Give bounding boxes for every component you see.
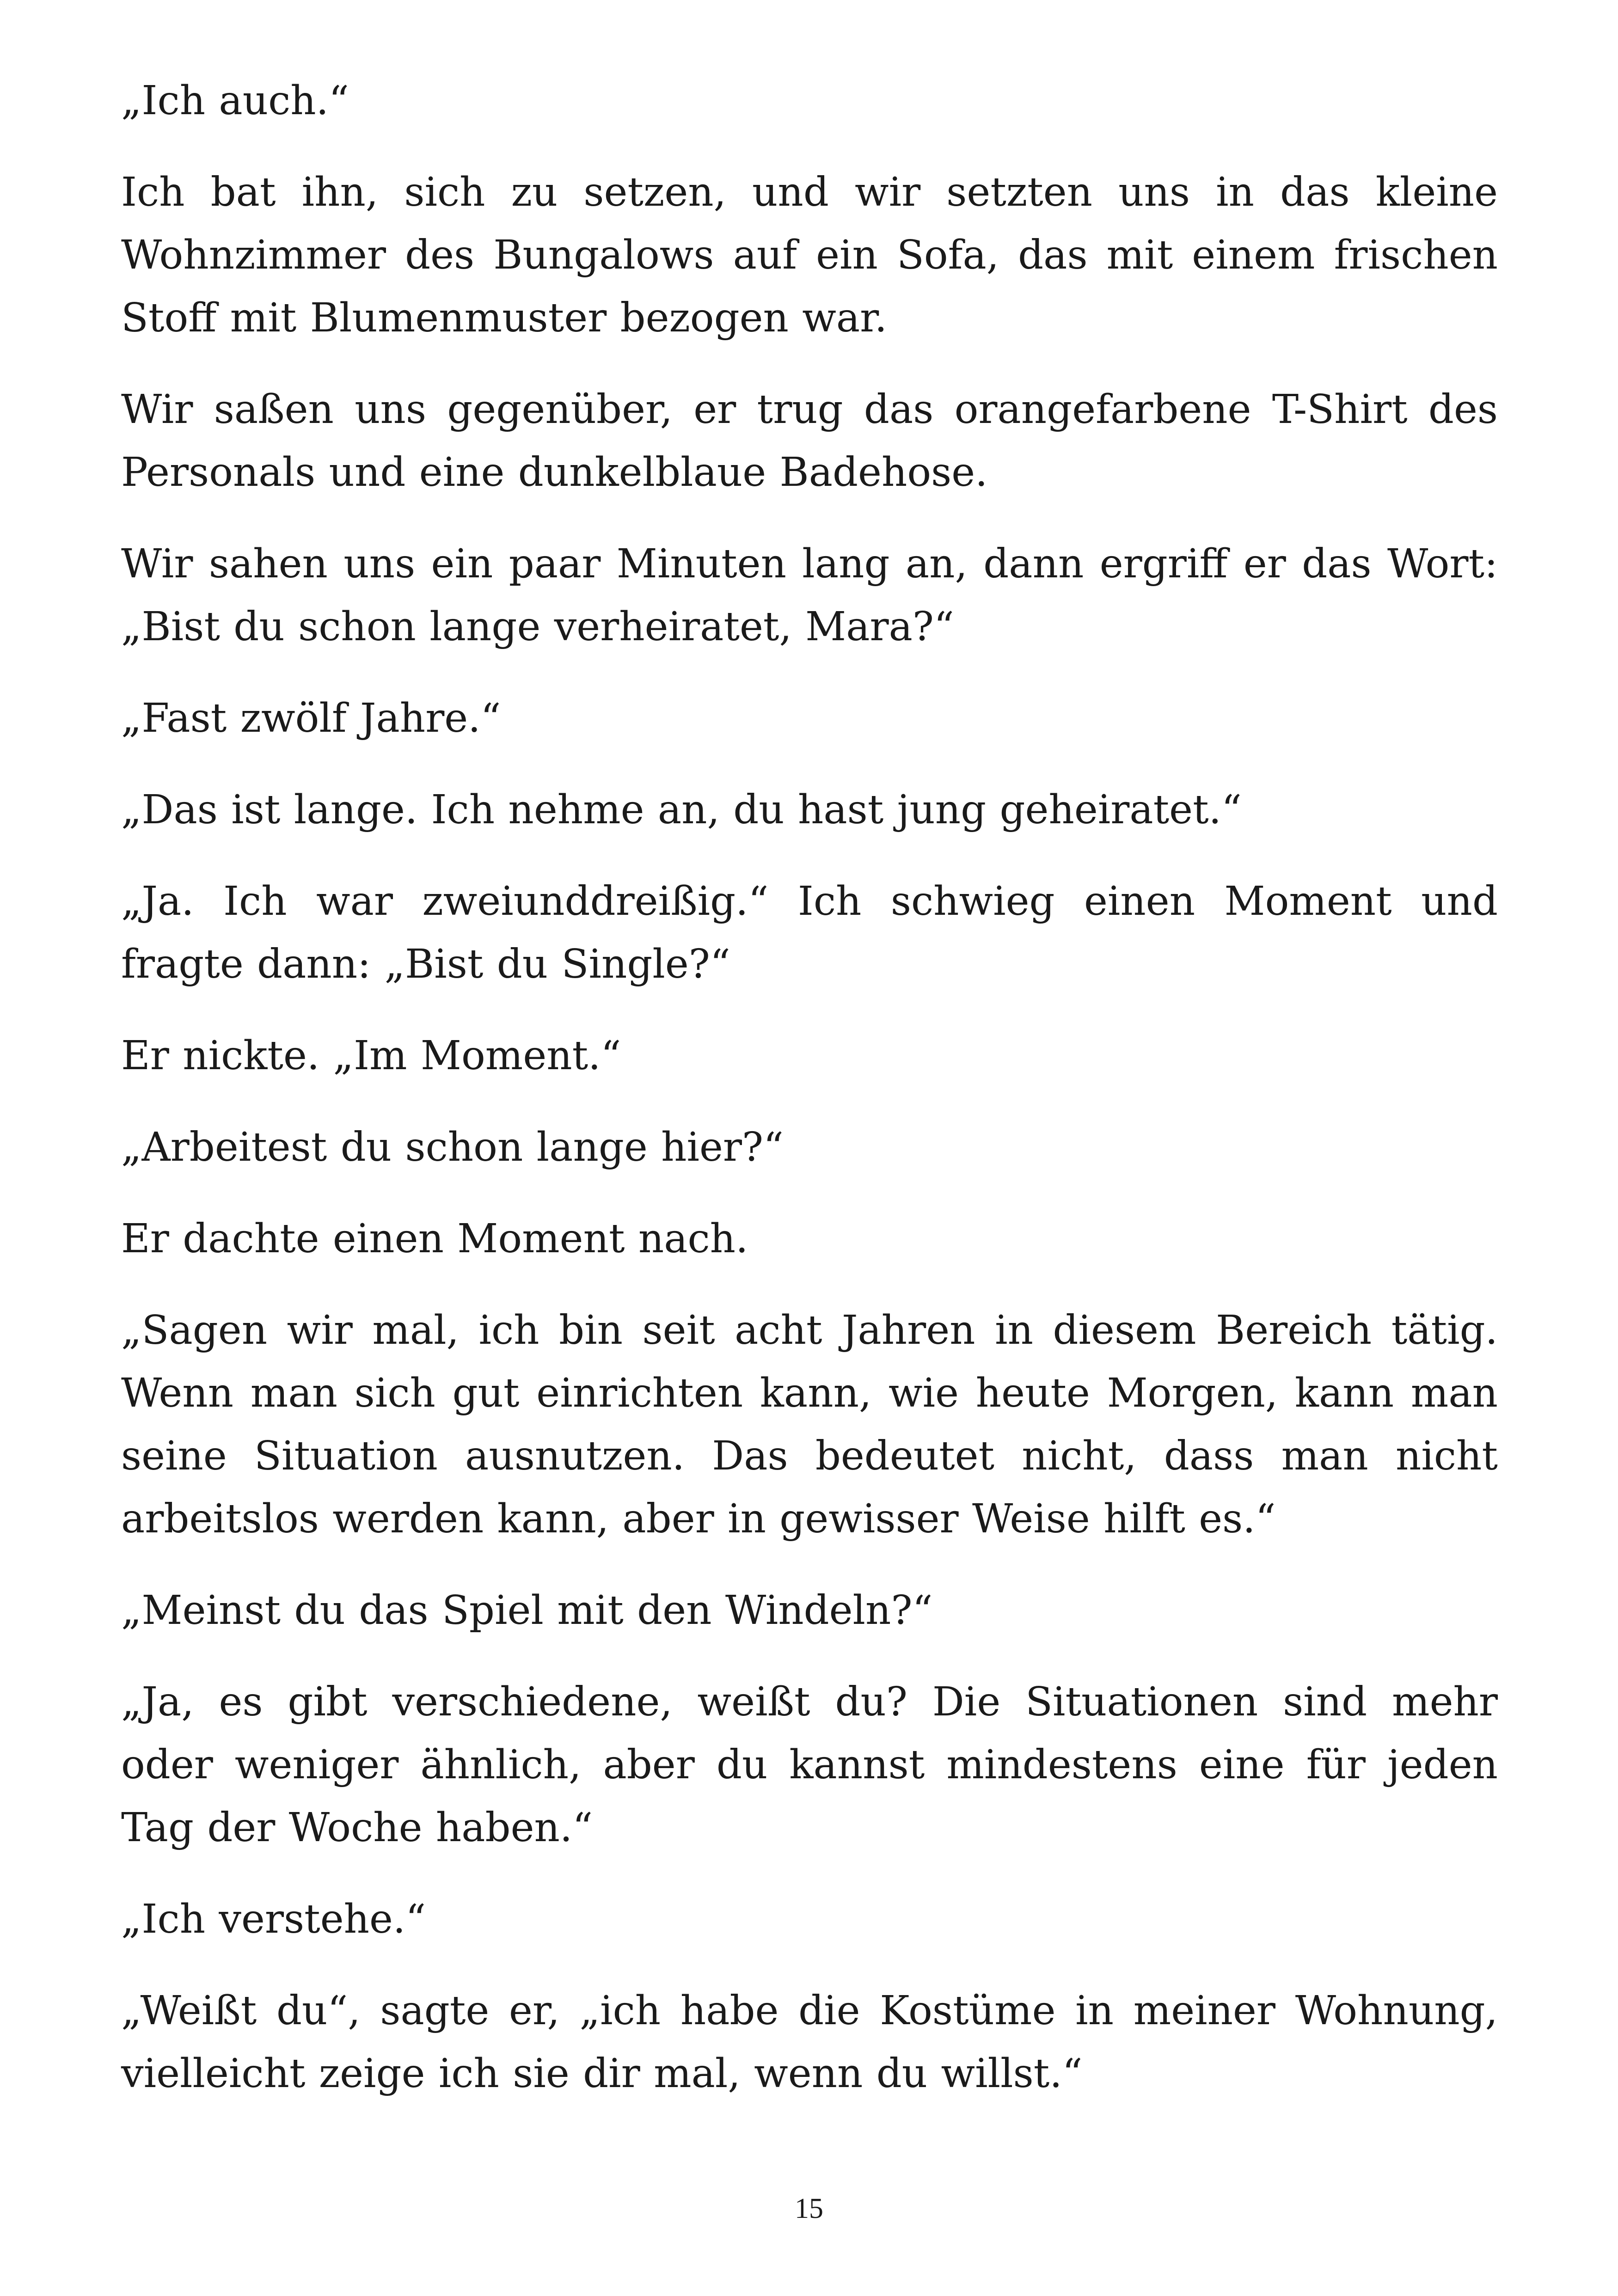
paragraph: „Fast zwölf Jahre.“ [121,695,501,741]
paragraph: Wir sahen uns ein paar Minuten lang an, dann ergriff er das Wort: „Bist du schon lange verheiratet, Mara?“ [121,541,1498,650]
paragraph: „Meinst du das Spiel mit den Windeln?“ [121,1587,933,1634]
paragraph: „Ja. Ich war zweiunddreißig.“ Ich schwieg einen Moment und fragte dann: „Bist du Single?“ [121,878,1498,987]
paragraph: „Sagen wir mal, ich bin seit acht Jahren in diesem Bereich tätig. Wenn man sich gut einrichten kann, wie heute Morgen, kann man seine Situation ausnutzen. Das bedeutet nicht, dass man nicht arbeitslos werden kann, aber in gewisser Weise hilft es.“ [121,1307,1498,1542]
paragraph: „Arbeitest du schon lange hier?“ [121,1124,784,1170]
page-number: 15 [795,2193,823,2224]
paragraph: Wir saßen uns gegenüber, er trug das orangefarbene T-Shirt des Personals und eine dunkelblaue Badehose. [121,386,1498,496]
paragraph: „Ja, es gibt verschiedene, weißt du? Die Situationen sind mehr oder weniger ähnlich, aber du kannst mindestens eine für jeden Tag der Woche haben.“ [121,1679,1498,1851]
paragraph: Er nickte. „Im Moment.“ [121,1033,621,1079]
paragraph: Er dachte einen Moment nach. [121,1216,748,1262]
paragraph: „Das ist lange. Ich nehme an, du hast jung geheiratet.“ [121,787,1242,833]
paragraph: „Ich auch.“ [121,78,349,124]
paragraph: „Ich verstehe.“ [121,1896,426,1942]
page-body [121,69,1498,2134]
paragraph: „Weißt du“, sagte er, „ich habe die Kostüme in meiner Wohnung, vielleicht zeige ich sie dir mal, wenn du willst.“ [121,1988,1498,2097]
paragraph: Ich bat ihn, sich zu setzen, und wir setzten uns in das kleine Wohnzimmer des Bungalows auf ein Sofa, das mit einem frischen Stoff mit Blumenmuster bezogen war. [121,169,1498,341]
